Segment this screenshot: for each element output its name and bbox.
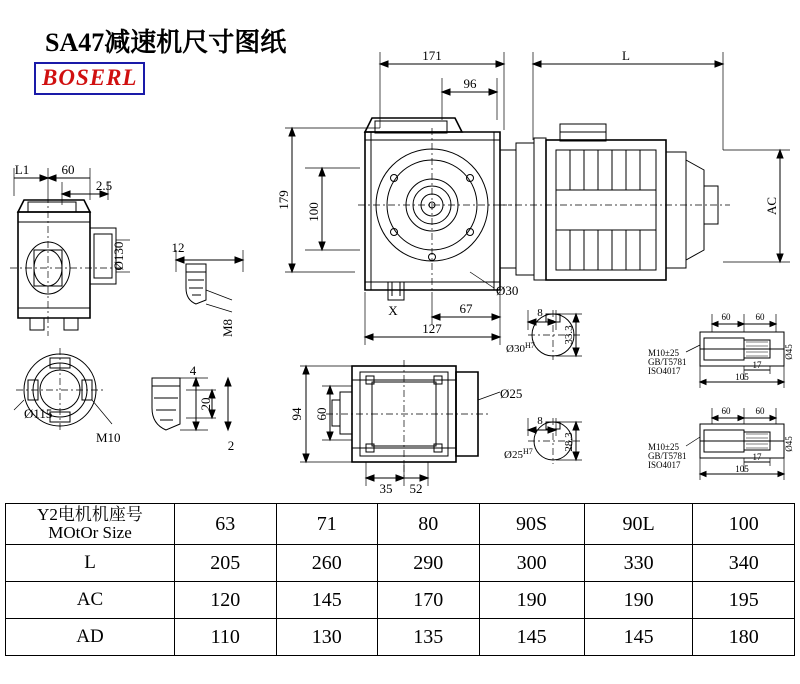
cell-L-4: 330 <box>584 545 693 582</box>
dim-4: 4 <box>189 363 197 378</box>
dim-17-upper: 17 <box>752 360 762 370</box>
dim-60-bottom: 60 <box>314 407 329 421</box>
table-row-header <box>6 504 795 545</box>
dim-52: 52 <box>409 481 423 496</box>
dim-96: 96 <box>463 76 477 91</box>
table-header-cell <box>6 504 175 545</box>
header-label-cn: Y2电机机座号 <box>37 505 143 525</box>
dim-171: 171 <box>422 48 442 63</box>
cell-AD-3: 145 <box>479 619 584 656</box>
dim-179: 179 <box>276 190 291 210</box>
cell-AC-5: 195 <box>693 582 795 619</box>
dim-20: 20 <box>198 397 213 411</box>
dim-33p3: 33.3 <box>563 325 575 345</box>
dim-diam130: Ø130 <box>111 241 126 271</box>
dim-diam45-upper: Ø45 <box>784 344 794 360</box>
spec-table-container <box>5 503 795 656</box>
dim-28p3: 28.3 <box>563 432 575 452</box>
page-title: SA47减速机尺寸图纸 <box>45 28 287 57</box>
dim-diam30-detail: $Ø30^{H7}$ <box>506 341 535 355</box>
note-M10-upper: M10±25 <box>648 348 679 358</box>
row-label-L: L <box>6 545 175 582</box>
cell-L-1: 260 <box>276 545 378 582</box>
col-head-4: 90L <box>584 504 693 545</box>
brand-logo-text: BOSERL <box>42 65 138 90</box>
dim-M10: M10 <box>96 430 121 445</box>
row-label-AD: AD <box>6 619 175 656</box>
dim-L1: L1 <box>14 162 30 177</box>
dim-100: 100 <box>306 202 321 222</box>
dim-60-flange-a1: 60 <box>721 312 731 322</box>
dim-60-left: 60 <box>61 162 75 177</box>
spec-table <box>5 503 795 656</box>
note-gbt-upper: GB/T5781 <box>648 357 687 367</box>
dim-12: 12 <box>171 240 185 255</box>
cell-AD-2: 135 <box>378 619 480 656</box>
cell-AC-4: 190 <box>584 582 693 619</box>
cell-AC-3: 190 <box>479 582 584 619</box>
dim-8-upper: 8 <box>537 307 543 319</box>
col-head-3: 90S <box>479 504 584 545</box>
cell-L-5: 340 <box>693 545 795 582</box>
dim-AC: AC <box>764 196 779 216</box>
col-head-5: 100 <box>693 504 795 545</box>
dim-8-lower: 8 <box>537 415 543 427</box>
cell-L-2: 290 <box>378 545 480 582</box>
dim-diam25-detail: $Ø25^{H7}$ <box>504 447 533 461</box>
note-iso-lower: ISO4017 <box>648 460 681 470</box>
cell-AD-1: 130 <box>276 619 378 656</box>
dim-60-flange-b2: 60 <box>755 406 765 416</box>
dim-105-upper: 105 <box>735 372 749 382</box>
table-row <box>6 582 795 619</box>
cell-AD-4: 145 <box>584 619 693 656</box>
cell-AC-0: 120 <box>175 582 277 619</box>
note-iso-upper: ISO4017 <box>648 366 681 376</box>
dim-diam45-lower: Ø45 <box>784 436 794 452</box>
dim-60-flange-b1: 60 <box>721 406 731 416</box>
note-gbt-lower: GB/T5781 <box>648 451 687 461</box>
cell-AC-2: 170 <box>378 582 480 619</box>
col-head-2: 80 <box>378 504 480 545</box>
dim-2p5: 2.5 <box>95 178 113 193</box>
table-row <box>6 619 795 656</box>
note-M10-lower: M10±25 <box>648 442 679 452</box>
header-label-en: MOtOr Size <box>48 523 132 542</box>
cell-L-3: 300 <box>479 545 584 582</box>
dim-L: L <box>622 48 630 63</box>
dim-17-lower: 17 <box>752 452 762 462</box>
cell-L-0: 205 <box>175 545 277 582</box>
dim-diam115: Ø115 <box>24 406 53 421</box>
dim-60-flange-a2: 60 <box>755 312 765 322</box>
dim-35: 35 <box>379 481 393 496</box>
cell-AC-1: 145 <box>276 582 378 619</box>
row-label-AC: AC <box>6 582 175 619</box>
table-row <box>6 545 795 582</box>
dim-67: 67 <box>459 301 473 316</box>
dim-diam30-main: Ø30 <box>496 283 519 298</box>
dim-2: 2 <box>227 438 235 453</box>
col-head-1: 71 <box>276 504 378 545</box>
cell-AD-0: 110 <box>175 619 277 656</box>
dim-105-lower: 105 <box>735 464 749 474</box>
dim-94: 94 <box>289 407 304 421</box>
dim-M8: M8 <box>220 318 235 338</box>
cell-AD-5: 180 <box>693 619 795 656</box>
dim-127: 127 <box>422 321 442 336</box>
dim-X: X <box>388 303 398 318</box>
col-head-0: 63 <box>175 504 277 545</box>
dim-diam25-view: Ø25 <box>500 386 523 401</box>
